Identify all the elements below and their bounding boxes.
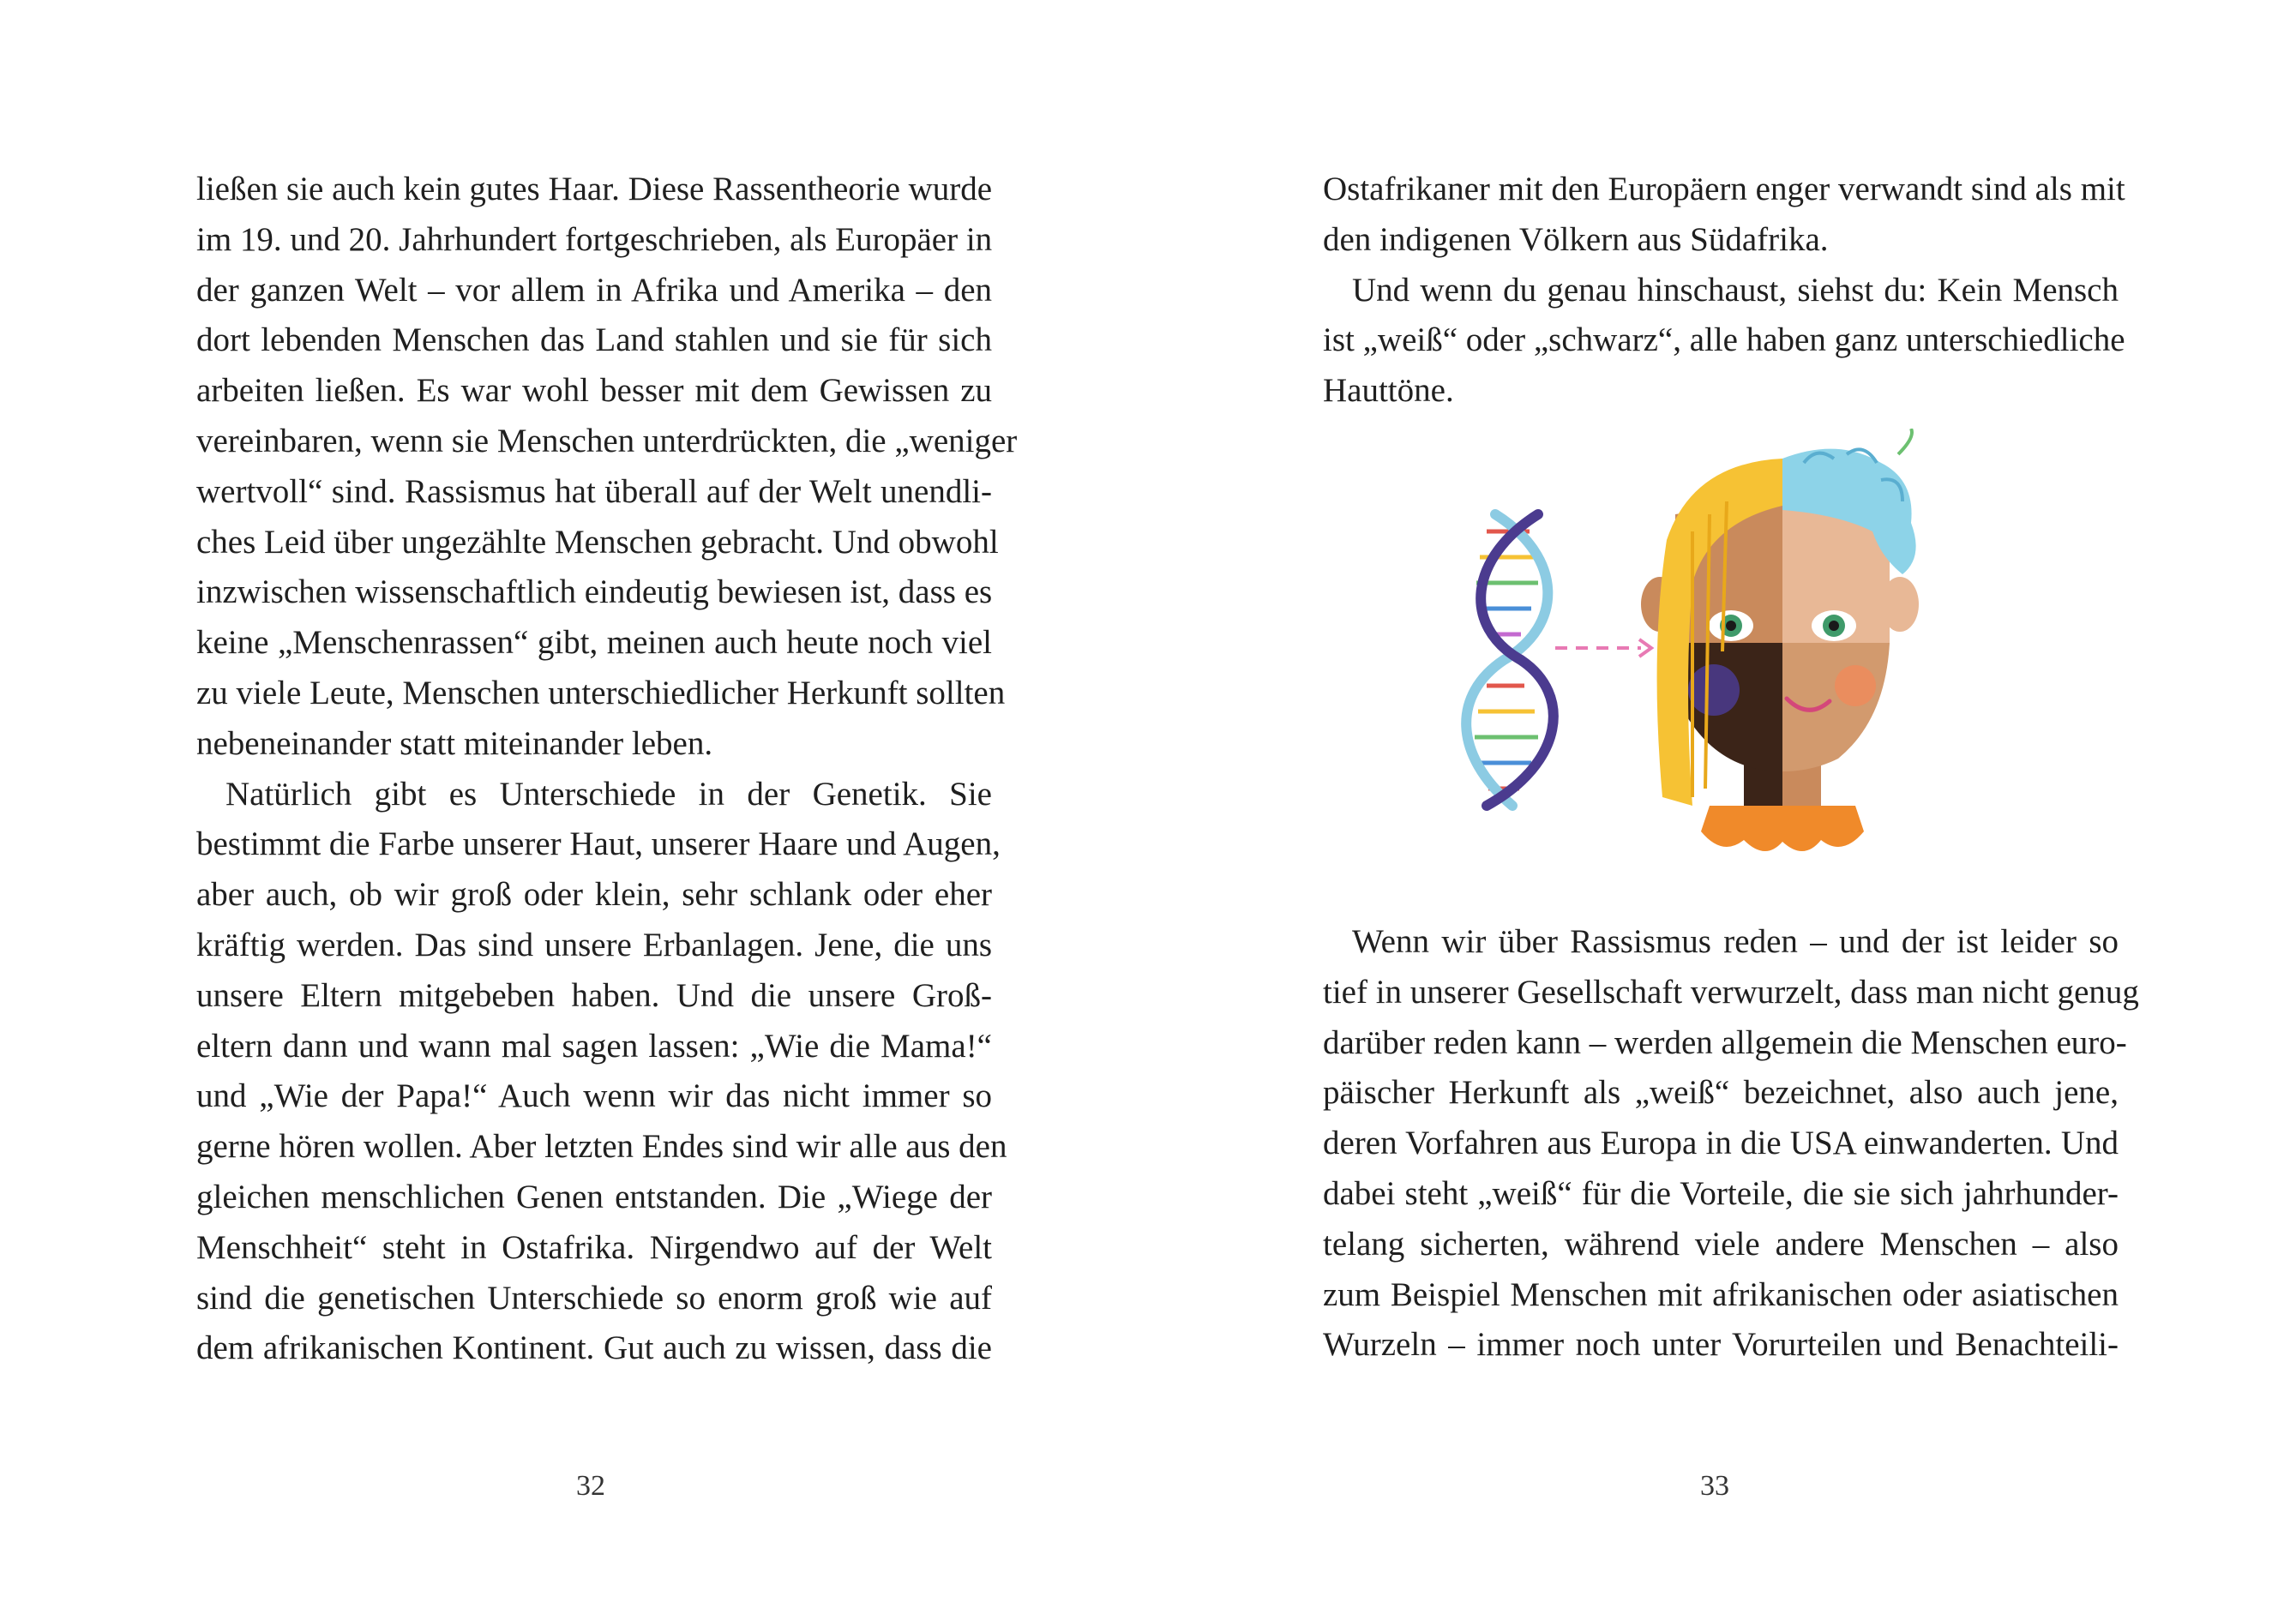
text-line: Wenn wir über Rassismus reden – und der ist leider so bbox=[1352, 923, 2119, 960]
page-number-right: 33 bbox=[1700, 1470, 1729, 1502]
text-line: Ostafrikaner mit den Europäern enger verwandt sind als mit bbox=[1323, 171, 2125, 207]
right-page-text-top bbox=[1323, 165, 2125, 417]
arrow-icon bbox=[1555, 639, 1651, 657]
right-paragraph-1 bbox=[1323, 165, 2125, 266]
right-paragraph-3 bbox=[1323, 917, 2139, 1371]
text-line: zum Beispiel Menschen mit afrikanischen oder asiatischen bbox=[1323, 1275, 2119, 1313]
text-line: bestimmt die Farbe unserer Haut, unserer Haare und Augen, bbox=[196, 825, 1001, 863]
text-line: Menschheit“ steht in Ostafrika. Nirgendwo auf der Welt bbox=[196, 1228, 992, 1266]
face-icon bbox=[1641, 429, 1919, 851]
text-line: und „Wie der Papa!“ Auch wenn wir das nicht immer so bbox=[196, 1077, 992, 1115]
right-page-text-bottom bbox=[1323, 917, 2139, 1371]
text-line: sind die genetischen Unterschiede so enorm groß wie auf bbox=[196, 1279, 992, 1317]
text-line: deren Vorfahren aus Europa in die USA einwanderten. Und bbox=[1323, 1125, 2119, 1162]
left-paragraph-2 bbox=[196, 770, 1007, 1375]
dna-and-face-illustration bbox=[1435, 429, 2053, 874]
right-page bbox=[1148, 0, 2296, 1620]
text-line: keine „Menschenrassen“ gibt, meinen auch heute noch viel bbox=[196, 624, 992, 662]
text-line: aber auch, ob wir groß oder klein, sehr schlank oder eher bbox=[196, 876, 992, 914]
text-line: dort lebenden Menschen das Land stahlen und sie für sich bbox=[196, 321, 992, 359]
text-line: wertvoll“ sind. Rassismus hat überall auf der Welt unendli- bbox=[196, 472, 992, 510]
text-line: Und wenn du genau hinschaust, siehst du: Kein Mensch bbox=[1352, 271, 2119, 309]
right-paragraph-2 bbox=[1323, 266, 2125, 417]
text-line: Natürlich gibt es Unterschiede in der Genetik. Sie bbox=[225, 775, 992, 813]
text-line: ches Leid über ungezählte Menschen gebracht. Und obwohl bbox=[196, 523, 999, 561]
left-page-text bbox=[196, 165, 1018, 1374]
text-line: vereinbaren, wenn sie Menschen unterdrückten, die „weniger bbox=[196, 422, 1018, 459]
text-line: inzwischen wissenschaftlich eindeutig bewiesen ist, dass es bbox=[196, 573, 993, 611]
text-line: der ganzen Welt – vor allem in Afrika und Amerika – den bbox=[196, 271, 992, 309]
text-line: im 19. und 20. Jahrhundert fortgeschrieben, als Europäer in bbox=[196, 220, 993, 258]
text-line: gleichen menschlichen Genen entstanden. Die „Wiege der bbox=[196, 1178, 992, 1215]
text-line: gerne hören wollen. Aber letzten Endes sind wir alle aus den bbox=[196, 1128, 1007, 1166]
text-line: den indigenen Völkern aus Südafrika. bbox=[1323, 220, 1829, 258]
text-line: ließen sie auch kein gutes Haar. Diese Rassentheorie wurde bbox=[196, 171, 993, 207]
text-line: Wurzeln – immer noch unter Vorurteilen und Benachteili- bbox=[1323, 1326, 2119, 1364]
text-line: dem afrikanischen Kontinent. Gut auch zu wissen, dass die bbox=[196, 1329, 992, 1367]
text-line: Hauttöne. bbox=[1323, 372, 1454, 410]
text-line: zu viele Leute, Menschen unterschiedlicher Herkunft sollten bbox=[196, 674, 1006, 711]
left-paragraph-1 bbox=[196, 165, 1018, 770]
text-line: dabei steht „weiß“ für die Vorteile, die sie sich jahrhunder- bbox=[1323, 1174, 2119, 1212]
text-line: ist „weiß“ oder „schwarz“, alle haben ganz unterschiedliche bbox=[1323, 321, 2125, 359]
text-line: nebeneinander statt miteinander leben. bbox=[196, 724, 713, 762]
text-line: telang sicherten, während viele andere Menschen – also bbox=[1323, 1225, 2119, 1263]
text-line: päischer Herkunft als „weiß“ bezeichnet, also auch jene, bbox=[1323, 1074, 2119, 1112]
page-number-left: 32 bbox=[576, 1470, 605, 1502]
text-line: unsere Eltern mitgebeben haben. Und die unsere Groß- bbox=[196, 976, 992, 1014]
dna-helix-icon bbox=[1466, 514, 1554, 806]
text-line: kräftig werden. Das sind unsere Erbanlagen. Jene, die uns bbox=[196, 926, 992, 963]
text-line: eltern dann und wann mal sagen lassen: „Wie die Mama!“ bbox=[196, 1027, 992, 1065]
text-line: tief in unserer Gesellschaft verwurzelt, dass man nicht genug bbox=[1323, 973, 2139, 1011]
text-line: arbeiten ließen. Es war wohl besser mit dem Gewissen zu bbox=[196, 372, 992, 410]
text-line: darüber reden kann – werden allgemein die Menschen euro- bbox=[1323, 1023, 2127, 1061]
